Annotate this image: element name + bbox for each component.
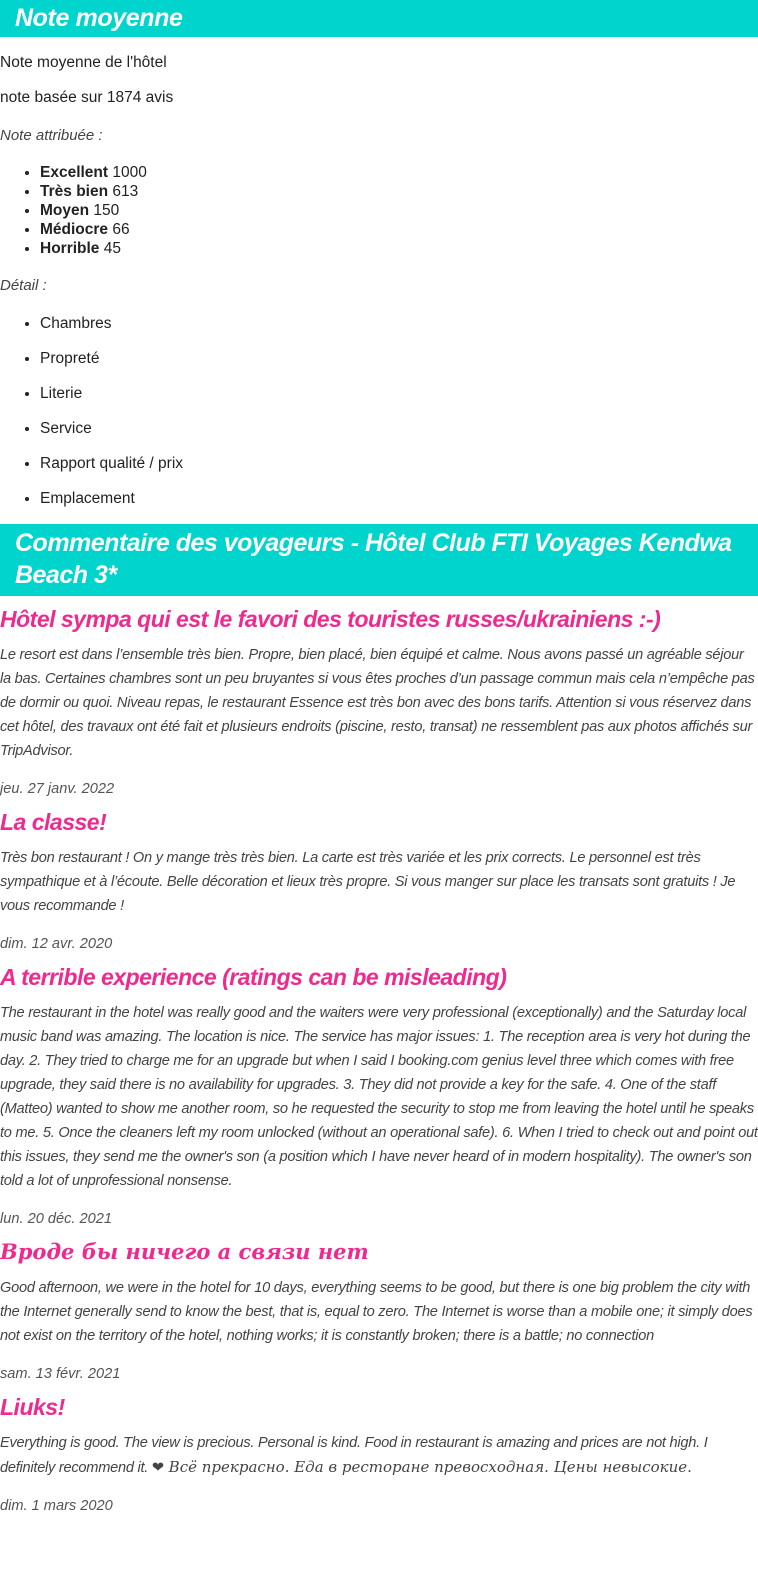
rating-title: Note moyenne de l'hôtel	[0, 54, 167, 71]
grade-item	[40, 239, 758, 258]
grade-name: Moyen	[40, 202, 90, 219]
review-date: jeu. 27 janv. 2022	[0, 781, 115, 797]
review-text: The restaurant in the hotel was really good and the waiters were very professional (exceptionally) and the Saturday local music band was amazing. The location is nice. The service has major issues: 1. The reception area is very hot during the day. 2. They tried to charge me for an upgrade but when I said I booking.com genius level three which comes with free upgrade, they said there is no availability for upgrades. 3. They did not provide a key for the safe. 4. One of the staff (Matteo) wanted to show me another room, so he requested the security to stop me from leaving the hotel until he speaks to me. 5. Once the cleaners left my room unlocked (without an operational safe). 6. When I tried to check out and point out this issues, they send me the owner's son (a position which I have never heard of in modern hospitality). The owner's son told a lot of unprofessional nonsense.	[0, 1005, 758, 1189]
detail-item: • Chambres	[40, 314, 758, 334]
grade-name: Excellent	[40, 164, 109, 181]
grade-value: 150	[93, 202, 120, 219]
review-date: dim. 1 mars 2020	[0, 1498, 113, 1514]
review-date: sam. 13 févr. 2021	[0, 1366, 121, 1382]
average-rating-heading: Note moyenne	[0, 0, 758, 37]
review-text: Le resort est dans l’ensemble très bien. Propre, bien placé, bien équipé et calme. Nous avons passé un agréable séjour la bas. Certaines chambres sont un peu bruyantes si vous êtes proches d’un passage commun mais cela n’empêche pas de dormir ou quoi. Niveau repas, le restaurant Essence est très bon avec des bons tarifs. Attention si vous réservez dans cet hôtel, des travaux ont été fait et plusieurs endroits (piscine, resto, transat) ne ressemblent pas aux photos affichés sur TripAdvisor.	[0, 647, 755, 759]
detail-item: • Rapport qualité / prix	[40, 454, 758, 474]
review-date: dim. 12 avr. 2020	[0, 936, 113, 952]
review-title: Вроде бы ничего а связи нет	[0, 1239, 369, 1264]
review	[0, 807, 758, 954]
review	[0, 962, 758, 1229]
grade-item	[40, 182, 758, 201]
grade-item	[40, 163, 758, 182]
detail-item: • Literie	[40, 384, 758, 404]
grade-value: 45	[103, 240, 121, 257]
review-text-cyrillic: Всё прекрасно. Еда в ресторане превосходная. Цены невысокие.	[163, 1458, 692, 1476]
grade-value: 66	[112, 221, 130, 238]
rating-count: note basée sur 1874 avis	[0, 89, 174, 106]
review	[0, 1237, 758, 1384]
grade-value: 613	[112, 183, 139, 200]
review-text-latin: Everything is good. The view is precious. Personal is kind. Food in restaurant is amazing and prices are not high. I definitely recommend it. ❤	[0, 1435, 708, 1476]
review-title: La classe!	[0, 809, 107, 835]
grade-item	[40, 201, 758, 220]
detail-list	[0, 314, 758, 509]
review-date: lun. 20 déc. 2021	[0, 1211, 112, 1227]
review-text: Good afternoon, we were in the hotel for 10 days, everything seems to be good, but there is one big problem the city with the Internet generally send to know the best, that is, equal to zero. The Internet is worse than a mobile one; it simply does not exist on the territory of the hotel, nothing works; it is constantly broken; there is a battle; no connection	[0, 1280, 753, 1344]
review-title: A terrible experience (ratings can be misleading)	[0, 964, 507, 990]
reviews-heading: Commentaire des voyageurs - Hôtel Club FTI Voyages Kendwa Beach 3*	[0, 524, 758, 596]
grade-value: 1000	[112, 164, 147, 181]
grades-label: Note attribuée :	[0, 127, 103, 144]
review-title: Liuks!	[0, 1394, 65, 1420]
grade-name: Médiocre	[40, 221, 109, 238]
detail-item: • Propreté	[40, 349, 758, 369]
detail-label: Détail :	[0, 277, 47, 294]
detail-item: • Service	[40, 419, 758, 439]
review	[0, 604, 758, 799]
review	[0, 1392, 758, 1516]
grade-name: Très bien	[40, 183, 109, 200]
grades-list	[0, 163, 758, 258]
review-text: Très bon restaurant ! On y mange très très bien. La carte est très variée et les prix corrects. Le personnel est très sympathique et à l’écoute. Belle décoration et lieux très propre. Si vous manger sur place les transats sont gratuits ! Je vous recommande !	[0, 850, 736, 914]
review-text	[0, 1431, 758, 1480]
review-title: Hôtel sympa qui est le favori des touristes russes/ukrainiens :-)	[0, 606, 661, 632]
grade-name: Horrible	[40, 240, 100, 257]
grade-item	[40, 220, 758, 239]
detail-item: • Emplacement	[40, 489, 758, 509]
